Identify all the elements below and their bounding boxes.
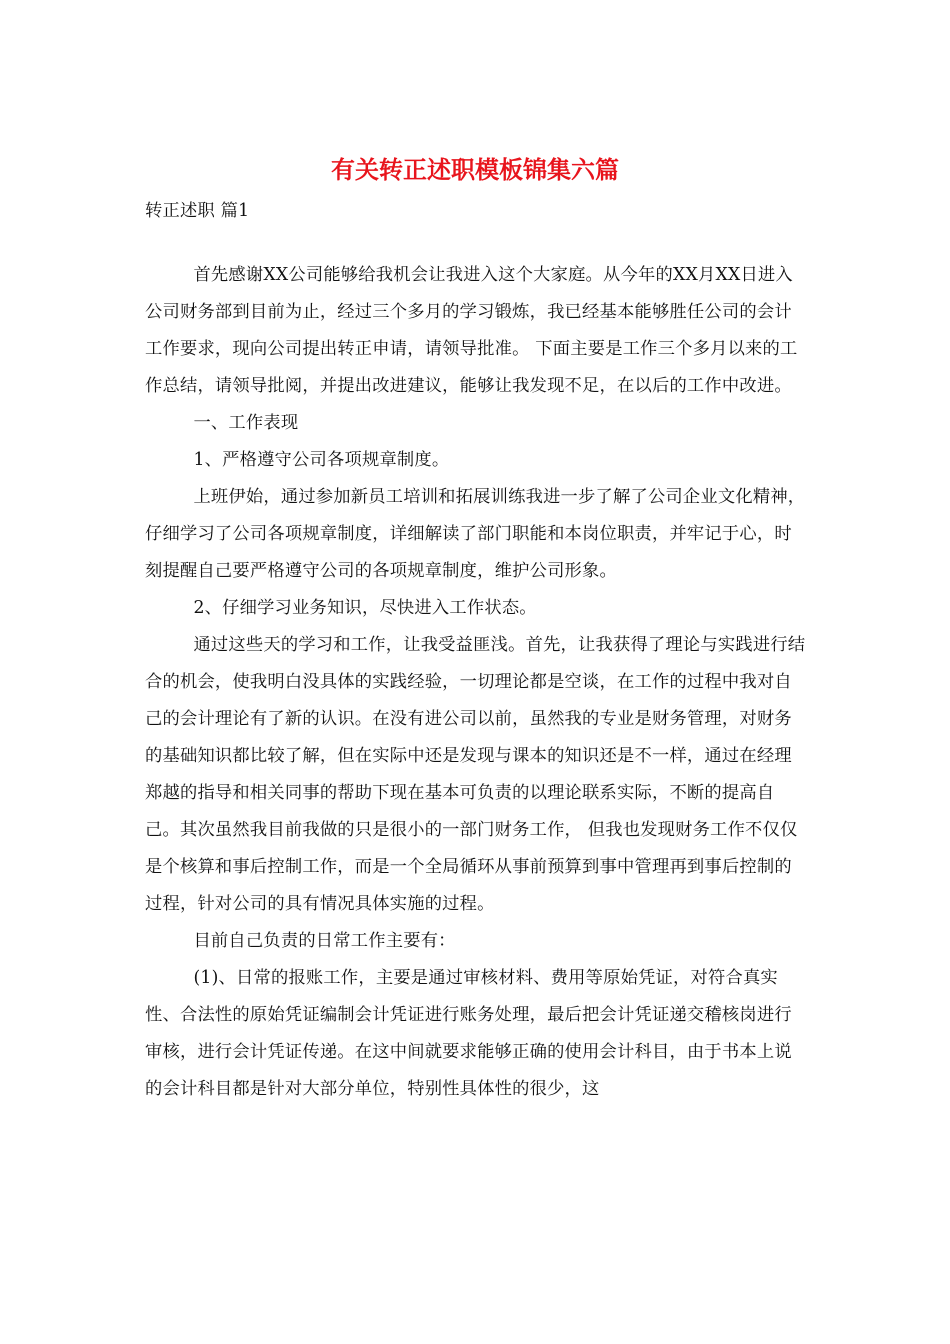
paragraph-item-2-body: 通过这些天的学习和工作，让我受益匪浅。首先，让我获得了理论与实践进行结合的机会，使我明白没具体的实践经验，一切理论都是空谈，在工作的过程中我对自己的会计理论有了新的认识。在没有进公司以前，虽然我的专业是财务管理，对财务的基础知识都比较了解，但在实际中还是发现与课本的知识还是不一样，通过在经理郑越的指导和相关同事的帮助下现在基本可负责的以理论联系实际，不断的提高自己。其次虽然我目前我做的只是很小的一部门财务工作， 但我也发现财务工作不仅仅是个核算和事后控制工作，而是一个全局循环从事前预算到事中管理再到事后控制的过程，针对公司的具有情况具体实施的过程。: [145, 635, 806, 914]
paragraph-daily-work-item-1: (1)、日常的报账工作，主要是通过审核材料、费用等原始凭证，对符合真实性、合法性的原始凭证编制会计凭证进行账务处理，最后把会计凭证递交稽核岗进行审核，进行会计凭证传递。在这中间就要求能够正确的使用会计科目，由于书本上说的会计科目都是针对大部分单位，特别性具体性的很少，这: [145, 968, 792, 1099]
document-body: [145, 257, 807, 1108]
paragraph-heading-work-performance: 一、工作表现: [193, 413, 299, 433]
paragraph-item-2-heading: 2、仔细学习业务知识，尽快进入工作状态。: [193, 598, 537, 618]
paragraph-item-1-body: 上班伊始，通过参加新员工培训和拓展训练我进一步了解了公司企业文化精神，仔细学习了公司各项规章制度，详细解读了部门职能和本岗位职责，并牢记于心，时刻提醒自己要严格遵守公司的各项规章制度，维护公司形象。: [145, 487, 806, 581]
paragraph-item-1-heading: 1、严格遵守公司各项规章制度。: [193, 450, 450, 470]
paragraph-daily-work-heading: 目前自己负责的日常工作主要有：: [193, 931, 456, 951]
section-label: 转正述职 篇1: [145, 201, 250, 221]
paragraph-intro: 首先感谢XX公司能够给我机会让我进入这个大家庭。从今年的XX月XX日进入公司财务部到目前为止，经过三个多月的学习锻炼，我已经基本能够胜任公司的会计工作要求，现向公司提出转正申请，请领导批准。 下面主要是工作三个多月以来的工作总结，请领导批阅，并提出改进建议，能够让我发现不足，在以后的工作中改进。: [145, 265, 798, 396]
document-title: 有关转正述职模板锦集六篇: [331, 155, 619, 184]
